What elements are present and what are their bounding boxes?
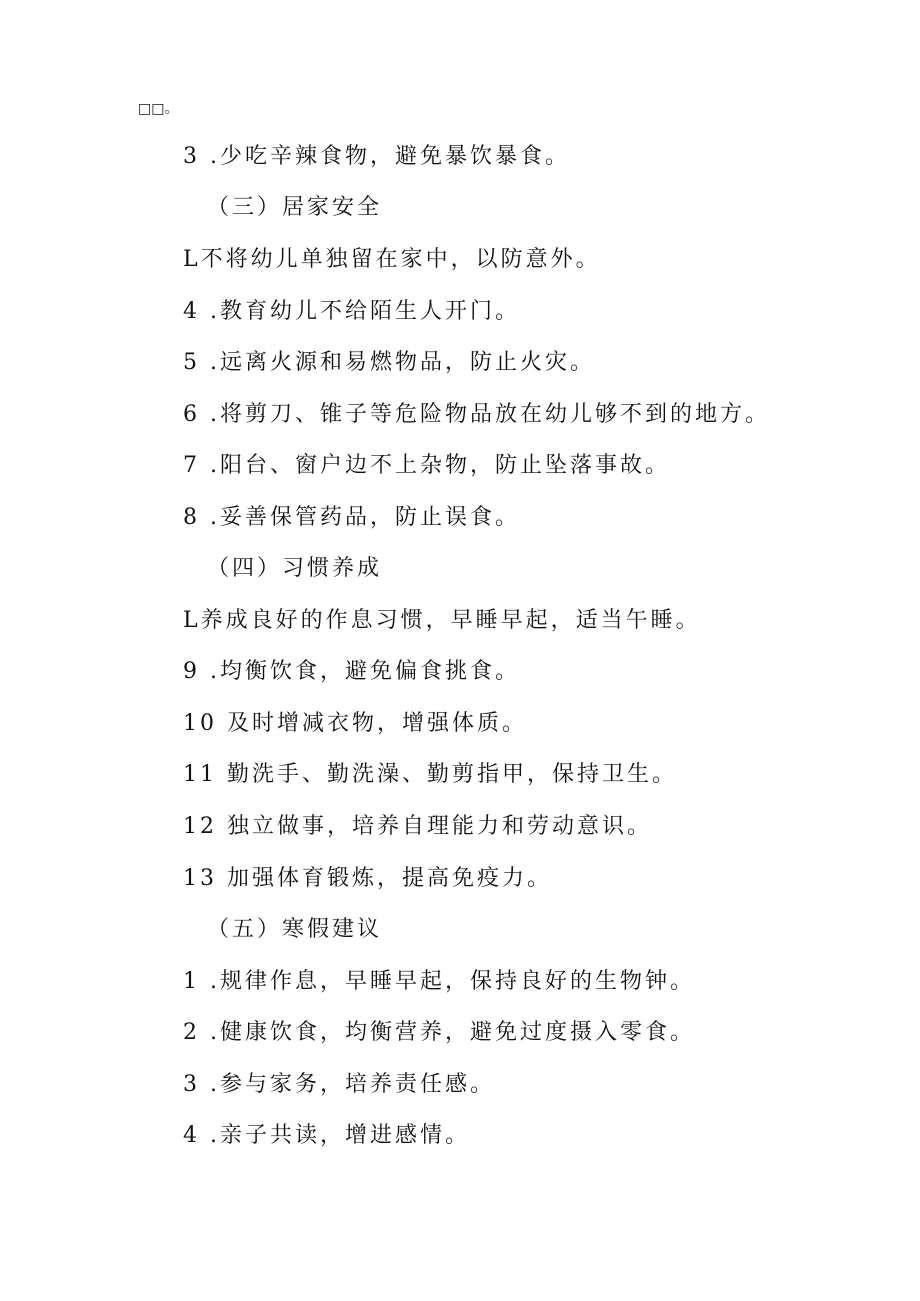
text-line-item: 3 .少吃辛辣食物，避免暴饮暴食。 — [183, 144, 570, 169]
text-line-item: 7 .阳台、窗户边不上杂物，防止坠落事故。 — [183, 453, 670, 478]
text-line-item: 4 .教育幼儿不给陌生人开门。 — [183, 299, 520, 324]
text-line-item: 10 及时增减衣物，增强体质。 — [183, 711, 527, 736]
text-line-item: 5 .远离火源和易燃物品，防止火灾。 — [183, 350, 595, 375]
text-line-item: 8 .妥善保管药品，防止误食。 — [183, 505, 520, 530]
text-line-item: 1 .规律作息，早睡早起，保持良好的生物钟。 — [183, 969, 695, 994]
text-line-continuation: □□。 — [138, 101, 179, 117]
text-line-item: 12 独立做事，培养自理能力和劳动意识。 — [183, 814, 652, 839]
text-line-item: 9 .均衡饮食，避免偏食挑食。 — [183, 659, 520, 684]
text-line-item: 3 .参与家务，培养责任感。 — [183, 1072, 495, 1097]
text-line-item: 2 .健康饮食，均衡营养，避免过度摄入零食。 — [183, 1020, 695, 1045]
text-line-item: L不将幼儿单独留在家中，以防意外。 — [183, 247, 601, 272]
text-line-item: L养成良好的作息习惯，早睡早起，适当午睡。 — [183, 608, 701, 633]
section-heading: （五）寒假建议 — [207, 917, 383, 942]
text-line-item: 11 勤洗手、勤洗澡、勤剪指甲，保持卫生。 — [183, 762, 677, 787]
section-heading: （三）居家安全 — [207, 195, 383, 220]
text-line-item: 6 .将剪刀、锥子等危险物品放在幼儿够不到的地方。 — [183, 402, 770, 427]
section-heading: （四）习惯养成 — [207, 556, 383, 581]
text-line-item: 13 加强体育锻炼，提高免疫力。 — [183, 866, 552, 891]
text-line-item: 4 .亲子共读，增进感情。 — [183, 1123, 470, 1148]
